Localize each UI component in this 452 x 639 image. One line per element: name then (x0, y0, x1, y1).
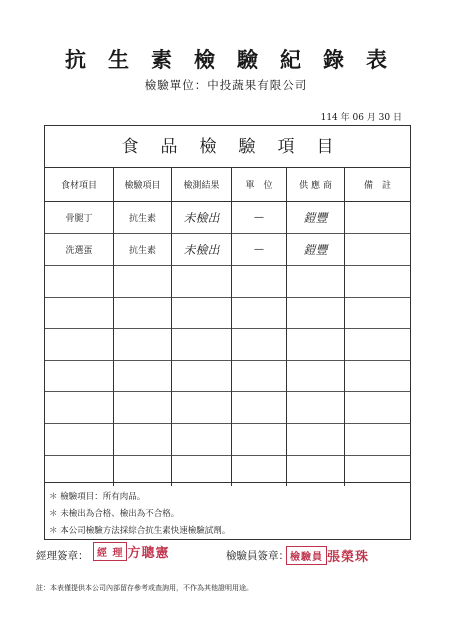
column-header: 檢驗項目 (114, 168, 172, 201)
manager-stamp (93, 542, 170, 561)
empty-cell (172, 328, 232, 360)
note-line: ＊ 檢驗項目：所有肉品。 (49, 492, 146, 502)
unit-name: 中投蔬果有限公司 (207, 78, 308, 92)
empty-cell (45, 423, 114, 455)
table-row-empty (45, 455, 410, 487)
empty-cell (172, 265, 232, 297)
empty-cell (232, 423, 287, 455)
cell-supplier: 鎧豐 (287, 201, 345, 233)
empty-cell (287, 455, 345, 487)
cell-supplier: 鎧豐 (287, 233, 345, 265)
empty-cell (345, 423, 410, 455)
manager-sign-label: 經理簽章： (36, 550, 89, 562)
empty-cell (345, 455, 410, 487)
cell-result: 未檢出 (172, 201, 232, 233)
footnote: 註：本表僅提供本公司內部留存參考或查詢用，不作為其他證明用途。 (36, 584, 253, 592)
note-line: ＊ 本公司檢驗方法採綜合抗生素快速檢驗試劑。 (49, 526, 231, 536)
cell-note (345, 233, 410, 265)
empty-cell (45, 360, 114, 392)
empty-cell (114, 360, 172, 392)
document-date: 114 年 06 月 30 日 (320, 113, 402, 123)
inspector-stamp-role: 檢驗員 (286, 546, 327, 565)
table-row-empty (45, 265, 410, 298)
table-row (45, 201, 410, 234)
empty-cell (172, 360, 232, 392)
table-row (45, 233, 410, 266)
cell-item: 骨腿丁 (45, 201, 114, 233)
cell-test: 抗生素 (114, 201, 172, 233)
empty-cell (172, 391, 232, 423)
empty-cell (345, 328, 410, 360)
column-header: 備 註 (363, 181, 391, 191)
inspector-stamp (286, 546, 369, 565)
empty-cell (345, 265, 410, 297)
empty-cell (172, 297, 232, 329)
empty-cell (232, 297, 287, 329)
column-header: 檢測結果 (172, 168, 232, 201)
table-band-title: 食品檢驗項目 (45, 126, 410, 168)
empty-cell (287, 297, 345, 329)
column-header: 供 應 商 (287, 168, 345, 201)
empty-cell (232, 265, 287, 297)
empty-cell (345, 297, 410, 329)
inspector-signature (226, 548, 289, 563)
empty-cell (172, 423, 232, 455)
unit-label: 檢驗單位： (144, 78, 208, 92)
empty-cell (232, 328, 287, 360)
empty-cell (232, 391, 287, 423)
empty-cell (172, 455, 232, 487)
empty-cell (114, 328, 172, 360)
empty-cell (114, 265, 172, 297)
cell-item: 洗選蛋 (45, 233, 114, 265)
cell-unit: — (232, 201, 287, 233)
inspector-sign-label: 檢驗員簽章： (226, 550, 289, 562)
column-header: 食材項目 (45, 168, 114, 201)
table-header-row (45, 168, 410, 202)
empty-cell (287, 423, 345, 455)
inspection-table (44, 125, 411, 483)
manager-stamp-name: 方聰憲 (127, 546, 170, 561)
empty-cell (114, 297, 172, 329)
cell-unit: — (232, 233, 287, 265)
table-row-empty (45, 297, 410, 330)
notes-box (44, 483, 411, 540)
empty-cell (45, 455, 114, 487)
empty-cell (232, 360, 287, 392)
table-row-empty (45, 391, 410, 424)
empty-cell (45, 297, 114, 329)
table-row-empty (45, 328, 410, 361)
empty-cell (287, 391, 345, 423)
empty-cell (45, 265, 114, 297)
empty-cell (45, 391, 114, 423)
empty-cell (345, 360, 410, 392)
inspector-stamp-name: 張榮珠 (327, 550, 370, 565)
empty-cell (114, 423, 172, 455)
column-header: 單 位 (232, 168, 287, 201)
manager-stamp-role: 經 理 (93, 542, 127, 561)
cell-note (345, 201, 410, 233)
empty-cell (345, 391, 410, 423)
empty-cell (287, 265, 345, 297)
document-title: 抗生素檢驗紀錄表 (65, 47, 409, 72)
empty-cell (45, 328, 114, 360)
empty-cell (287, 328, 345, 360)
manager-signature (36, 548, 89, 563)
table-row-empty (45, 360, 410, 393)
cell-result: 未檢出 (172, 233, 232, 265)
table-row-empty (45, 423, 410, 456)
empty-cell (114, 455, 172, 487)
cell-test: 抗生素 (114, 233, 172, 265)
empty-cell (114, 391, 172, 423)
empty-cell (287, 360, 345, 392)
inspection-unit (0, 77, 452, 93)
empty-cell (232, 455, 287, 487)
note-line: ＊ 未檢出為合格、檢出為不合格。 (49, 509, 180, 519)
